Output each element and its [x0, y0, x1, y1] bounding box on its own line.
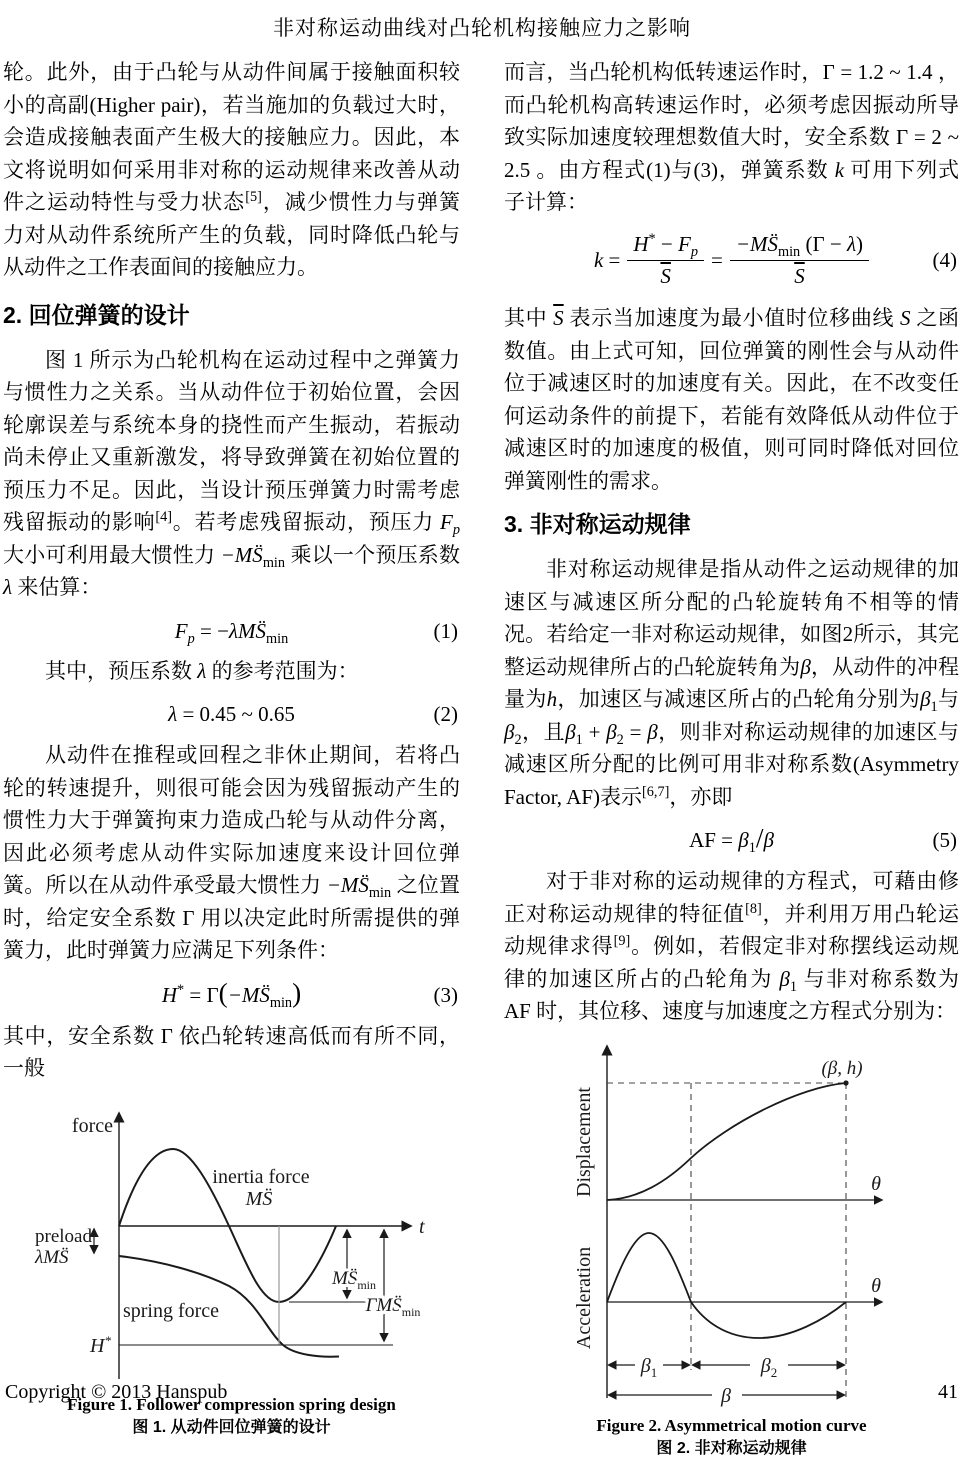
inertia-force-math-label: MS̈ [245, 1187, 273, 1210]
section-heading-2: 2. 回位弹簧的设计 [3, 301, 190, 328]
page-footer [5, 1381, 958, 1404]
force-axis-label: force [71, 1114, 113, 1137]
paragraph-asymmetric-definition: 非对称运动规律是指从动件之运动规律的加速区与减速区所分配的凸轮旋转角不相等的情况。若给定一非对称运动规律，如图2所示，其完整运动规律所占的凸轮旋转角为β，从动件的冲程量为h，加速区与减速区所占的凸轮角分别为$\beta_1$与$\beta_2$，且$\beta_1 + \beta_2 = \beta$，则非对称运动规律的加速区与减速区所分配的比例可用非对称系数(Asymmetry Factor, AF)表示[6,7]，亦即 [504, 557, 960, 809]
equation-4-body [594, 231, 869, 291]
copyright-text: Copyright © 2013 Hanspub [5, 1381, 228, 1403]
h-star-label: H* [90, 1332, 111, 1357]
equation-4-lhs: k = [593, 248, 621, 273]
equation-5 [504, 821, 959, 859]
section-heading-3: 3. 非对称运动规律 [504, 511, 691, 538]
page-number: 41 [938, 1381, 958, 1403]
preload-label-line1: preload [35, 1225, 92, 1247]
time-axis-label: t [419, 1215, 425, 1238]
paragraph-spring-inertia: 图 1 所示为凸轮机构在运动过程中之弹簧力与惯性力之关系。当从动件位于初始位置，会因轮廓误差与系统本身的挠性而产生振动，若振动尚未停止又重新激发，将导致弹簧在初始位置的预压力不足。因此，当设计预压弹簧力时需考虑残留振动的影响[4]。若考虑残留振动，预压力 $F_p$ 大小可利用最大惯性力 $-MS̈_{min}$ 乘以一个预压系数 λ 来估算： [3, 347, 461, 599]
equation-4-equals: = [710, 248, 723, 273]
beta-label: β [721, 1384, 731, 1407]
figure-2-caption-en: Figure 2. Asymmetrical motion curve [596, 1415, 867, 1435]
beta-h-point [843, 1080, 848, 1085]
column-right [504, 56, 959, 1460]
equation-2-body: λ = 0.45 ~ 0.65 [168, 702, 295, 726]
spring-force-label: spring force [122, 1299, 220, 1322]
gamma-ms-min-label: $\Gamma MS̈_{min}$ [365, 1294, 421, 1319]
paragraph-gamma-values: 而言，当凸轮机构低转速运作时，Γ = 1.2 ~ 1.4 ，而凸轮机构高转速运作时，必须考虑因振动所导致实际加速度较理想数值大时，安全系数 Γ = 2 ~ 2.5 。由方程式(1)与(3)，弹簧系数 k 可用下列式子计算： [504, 60, 959, 214]
page-title: 非对称运动曲线对凸轮机构接触应力之影响 [273, 16, 691, 40]
acceleration-curve [607, 1233, 846, 1338]
equation-1-body: $F_p$ = $-\lambda MS̈_{min}$ [174, 618, 289, 647]
beta2-label: $\beta_2$ [760, 1354, 778, 1380]
two-column-layout [0, 56, 964, 1460]
figure-1-caption-en: Figure 1. Follower compression spring design [67, 1394, 396, 1414]
figure-1-diagram [21, 1099, 466, 1384]
figure-2-caption-zh: 图 2. 非对称运动规律 [656, 1439, 807, 1457]
equation-5-body: AF = $\beta_1/\beta$ [689, 823, 774, 857]
paragraph-modified-motion: 对于非对称的运动规律的方程式，可藉由修正对称运动规律的特征值[8]，并利用万用凸轮运动规律求得[9]。例如，若假定非对称摆线运动规律的加速区所占的凸轮角为 $\beta_1$ 与非对称系数为 AF 时，其位移、速度与加速度之方程式分别为： [504, 869, 960, 1024]
inertia-force-label: inertia force [212, 1165, 310, 1188]
figure-2-caption [504, 1415, 959, 1460]
displacement-curve [607, 1083, 846, 1200]
paragraph-follower-separation: 从动件在推程或回程之非休止期间，若将凸轮的转速提升，则很可能会因为残留振动产生的惯性力大于弹簧拘束力造成凸轮与从动件分离，因此必须考虑从动件实际加速度来设计回位弹簧。所以在从动件承受最大惯性力 $-MS̈_{min}$ 之位置时，给定安全系数 Γ 用以决定此时所需提供的弹簧力，此时弹簧力应满足下列条件： [3, 743, 461, 962]
paragraph-safety-factor: 其中，安全系数 Γ 依凸轮转速高低而有所不同，一般 [3, 1023, 460, 1080]
paragraph-lambda-range-intro: 其中，预压系数 λ 的参考范围为： [45, 658, 359, 683]
equation-4 [504, 227, 959, 295]
figure-2-diagram [554, 1030, 958, 1405]
equation-2-number: (2) [433, 702, 458, 726]
equation-5-number: (5) [932, 828, 957, 853]
column-left [3, 56, 460, 1460]
paragraph-spring-stiffness: 其中 $\overline{S}$ 表示当加速度为最小值时位移曲线 S 之函数值。由上式可知，回位弹簧的刚性会与从动件位于减速区时的加速度有关。因此，在不改变任何运动条件的前提下，若能有效降低从动件位于减速区时的加速度的极值，则可同时降低对回位弹簧刚性的需求。 [504, 306, 960, 493]
equation-4-fraction-2: $\frac{-MS̈_{min} (\Gamma - \lambda)}{S}$ [730, 231, 869, 291]
figure-1-caption-zh: 图 1. 从动件回位弹簧的设计 [132, 1418, 331, 1436]
equation-4-number: (4) [932, 248, 957, 273]
ms-min-label: $MS̈_{min}$ [332, 1267, 376, 1292]
acceleration-axis-label: Acceleration [573, 1246, 595, 1349]
beta-h-point-label: (β, h) [821, 1057, 863, 1079]
preload-label-line2: λMS̈ [35, 1246, 69, 1268]
equation-4-fraction-1: $\frac{H^* - F_p}{S}$ [627, 231, 704, 291]
theta-label-top: θ [871, 1172, 881, 1195]
equation-3-body: $H^* = \Gamma(-MS̈_{min})$ [161, 977, 302, 1011]
equation-1-number: (1) [433, 618, 458, 643]
theta-label-bottom: θ [871, 1274, 881, 1297]
equation-1 [3, 612, 460, 650]
equation-2 [3, 695, 460, 733]
paragraph-contact-stress: 轮。此外，由于凸轮与从动件间属于接触面积较小的高副(Higher pair)，若当施加的负载过大时，会造成接触表面产生极大的接触应力。因此，本文将说明如何采用非对称的运动规律来改善从动件之运动特性与受力状态[5]，减少惯性力与弹簧力对从动件系统所产生的负载，同时降低凸轮与从动件之工作表面间的接触应力。 [3, 60, 461, 279]
beta1-label: $\beta_1$ [640, 1354, 658, 1380]
equation-3 [3, 975, 460, 1015]
equation-3-number: (3) [433, 982, 458, 1007]
displacement-axis-label: Displacement [573, 1086, 595, 1197]
